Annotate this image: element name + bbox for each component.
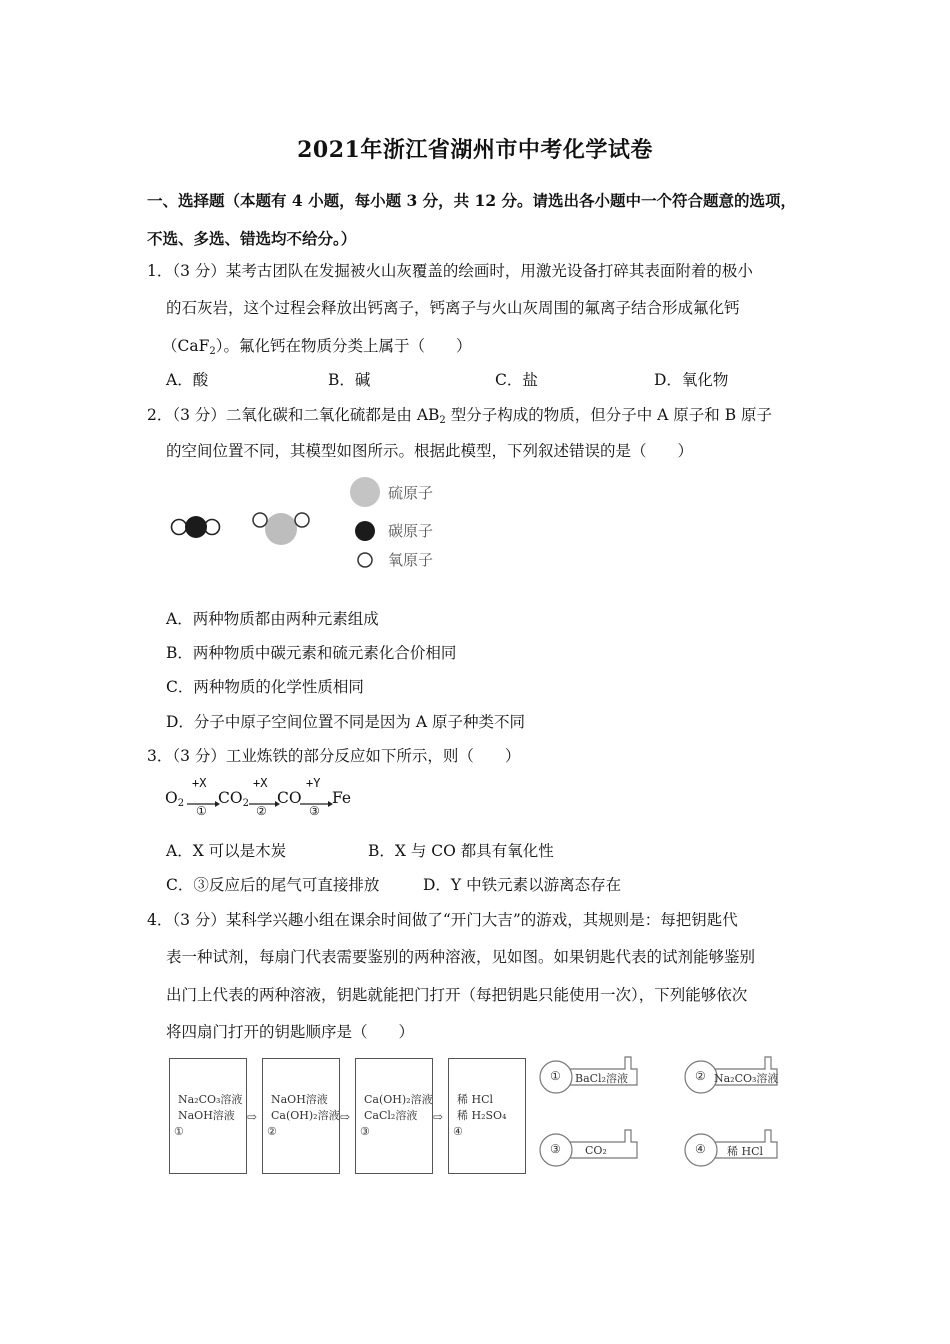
q3-option-a: A．X 可以是木炭 xyxy=(166,842,287,860)
q4-line4: 将四扇门打开的钥匙顺序是（ ） xyxy=(166,1023,415,1041)
carbon-atom-legend-icon xyxy=(355,521,375,541)
eq-step3-label: ③ xyxy=(309,804,320,818)
q3-option-c: C．③反应后的尾气可直接排放 xyxy=(166,876,380,894)
q1-line2: 的石灰岩，这个过程会释放出钙离子，钙离子与火山灰周围的氟离子结合形成氟化钙 xyxy=(166,299,740,317)
door-4: 稀 HCl 稀 H₂SO₄ ④ xyxy=(448,1058,526,1174)
q1-option-c: C．盐 xyxy=(495,371,538,389)
iron-smelting-equation xyxy=(165,776,385,822)
door-1: Na₂CO₃溶液 NaOH溶液 ① xyxy=(169,1058,247,1174)
section-heading-line1: 一、选择题（本题有 4 小题，每小题 3 分，共 12 分。请选出各小题中一个符合题意的选项， xyxy=(147,191,797,210)
door-arrow-3: ⇨ xyxy=(433,1110,444,1124)
page-title: 2021年浙江省湖州市中考化学试卷 xyxy=(297,137,653,163)
door-2: NaOH溶液 Ca(OH)₂溶液 ② xyxy=(262,1058,340,1174)
q3-line1: 3．（3 分）工业炼铁的部分反应如下所示，则（ ） xyxy=(147,747,521,765)
eq-step2-label: ② xyxy=(256,804,267,818)
q1-line1: 1．（3 分）某考古团队在发掘被火山灰覆盖的绘画时，用激光设备打碎其表面附着的极小 xyxy=(147,262,753,280)
section-heading-line2: 不选、多选、错选均不给分。） xyxy=(147,229,357,248)
eq-o2: $O_2$ xyxy=(165,789,185,809)
key-3-label: CO₂ xyxy=(585,1144,607,1157)
q1-line3: （CaF$_2$）。氟化钙在物质分类上属于（ ） xyxy=(162,337,472,357)
door-key-figure xyxy=(165,1052,795,1182)
key-4-label: 稀 HCl xyxy=(727,1145,764,1158)
eq-arrow1-label: +X xyxy=(192,776,207,790)
co2-molecule xyxy=(172,516,220,538)
q4-line1: 4．（3 分）某科学兴趣小组在课余时间做了“开门大吉”的游戏，其规则是：每把钥匙代 xyxy=(147,911,738,929)
door-arrow-1: ⇨ xyxy=(247,1110,258,1124)
eq-step1-label: ① xyxy=(196,804,207,818)
so2-molecule xyxy=(253,513,309,545)
door-arrow-2: ⇨ xyxy=(340,1110,351,1124)
q3-option-d: D．Y 中铁元素以游离态存在 xyxy=(423,876,622,894)
key-4-number: ④ xyxy=(695,1142,706,1156)
q2-option-a: A．两种物质都由两种元素组成 xyxy=(166,610,379,628)
key-1-label: BaCl₂溶液 xyxy=(575,1072,628,1085)
oxygen-atom-legend-icon xyxy=(358,553,372,567)
q2-option-d: D．分子中原子空间位置不同是因为 A 原子种类不同 xyxy=(166,713,525,731)
q2-option-c: C．两种物质的化学性质相同 xyxy=(166,678,364,696)
q1-option-d: D．氧化物 xyxy=(654,371,729,389)
q4-line3: 出门上代表的两种溶液，钥匙就能把门打开（每把钥匙只能使用一次），下列能够依次 xyxy=(166,986,748,1004)
legend-carbon-label: 碳原子 xyxy=(388,522,434,540)
eq-fe: Fe xyxy=(332,789,352,807)
key-2-number: ② xyxy=(695,1069,706,1083)
q2-line1: 2．（3 分）二氧化碳和二氧化硫都是由 $AB_2$ 型分子构成的物质，但分子中 A 原子和 B 原子 xyxy=(147,406,773,426)
key-3-number: ③ xyxy=(550,1142,561,1156)
key-1-number: ① xyxy=(550,1069,561,1083)
door-3: Ca(OH)₂溶液 CaCl₂溶液 ③ xyxy=(355,1058,433,1174)
legend-sulfur-label: 硫原子 xyxy=(388,484,434,502)
q1-option-b: B．碱 xyxy=(328,371,371,389)
sulfur-atom-legend-icon xyxy=(350,477,380,507)
eq-co2: $CO_2$ xyxy=(218,789,249,809)
eq-co: CO xyxy=(277,789,302,807)
q4-line2: 表一种试剂，每扇门代表需要鉴别的两种溶液，见如图。如果钥匙代表的试剂能够鉴别 xyxy=(166,948,756,966)
q1-option-a: A．酸 xyxy=(166,371,209,389)
q2-option-b: B．两种物质中碳元素和硫元素化合价相同 xyxy=(166,644,457,662)
q3-option-b: B．X 与 CO 都具有氧化性 xyxy=(368,842,554,860)
eq-arrow3-label: +Y xyxy=(306,776,321,790)
legend-oxygen-label: 氧原子 xyxy=(388,551,434,569)
eq-arrow2-label: +X xyxy=(253,776,268,790)
molecule-model-figure xyxy=(160,470,460,580)
key-2-label: Na₂CO₃溶液 xyxy=(714,1072,779,1085)
q2-line2: 的空间位置不同，其模型如图所示。根据此模型，下列叙述错误的是（ ） xyxy=(166,442,694,460)
